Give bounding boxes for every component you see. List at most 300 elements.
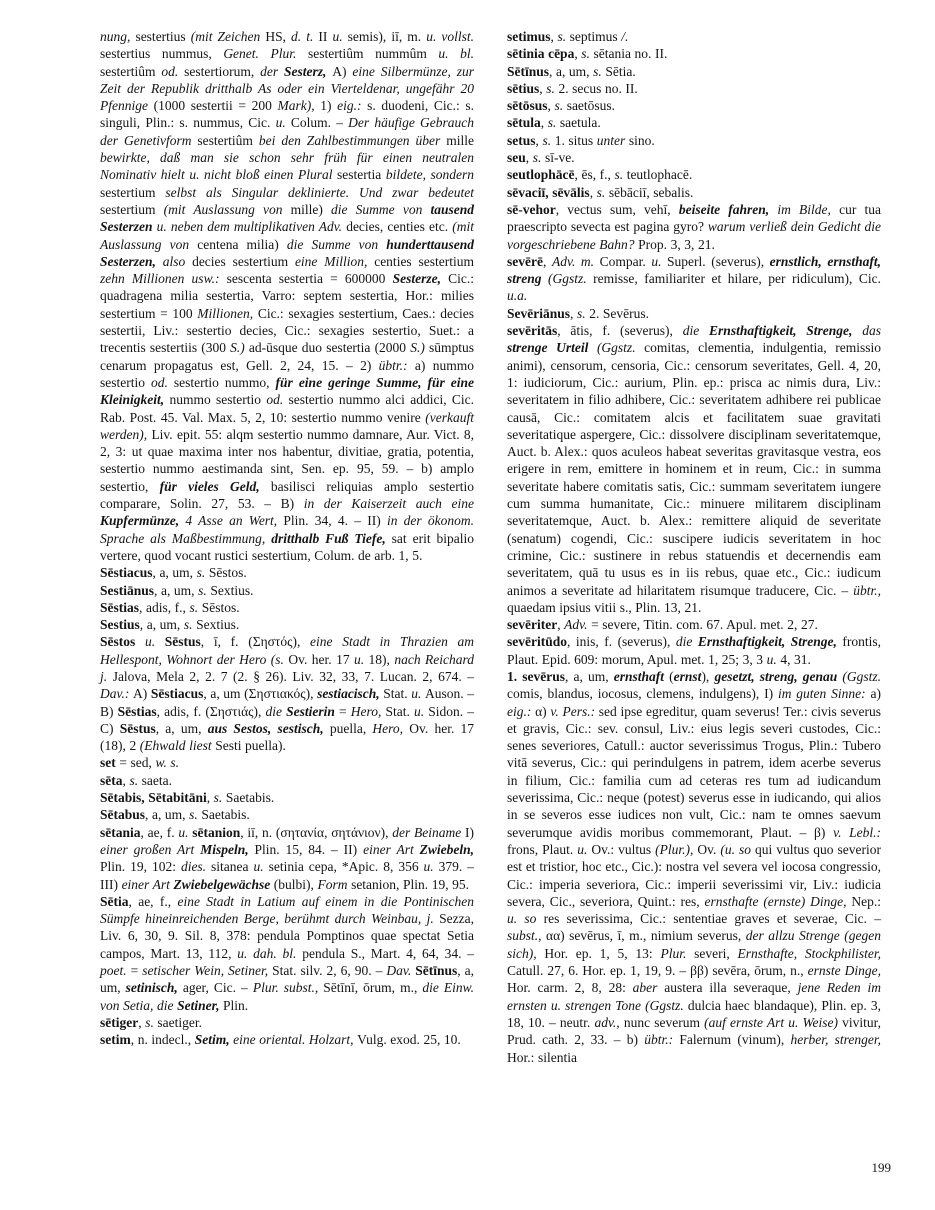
entry-headword: setimus [507, 29, 551, 44]
entry-text: Sēstos. [208, 565, 247, 581]
entry-text: eig.: [337, 98, 368, 114]
entry-text: s. [198, 582, 211, 598]
entry-text: Zwiebeln, [419, 841, 474, 857]
entry-text: der Beiname [392, 824, 465, 840]
entry-text: Mispeln, [200, 841, 255, 857]
entry-text: die Summe von [331, 201, 431, 217]
dictionary-entry [100, 824, 474, 893]
entry-text: centena milia) [197, 236, 287, 252]
entry-text: Falernum (vinum), [679, 1032, 791, 1048]
entry-text: decies, centies etc. [346, 219, 453, 235]
entry-text: 4 Asse an Wert, [185, 513, 284, 529]
entry-text: Sextius. [196, 617, 240, 633]
entry-text: ernsthafte (ernste) Dinge, [704, 893, 852, 909]
entry-text: u. [253, 859, 269, 875]
entry-text: 379. – III) [100, 859, 475, 892]
entry-text: der [260, 63, 284, 79]
entry-text: HS, [265, 29, 292, 44]
entry-text: ( [669, 668, 674, 684]
entry-text: 1. situs [554, 132, 597, 148]
entry-text: s. [581, 46, 594, 62]
entry-text: unter [596, 132, 629, 148]
entry-text: frontis, Plaut. Epid. 609: morum, Apul. met. 1, 25; 3, 3 [507, 634, 881, 667]
entry-headword: Sēstus [164, 634, 201, 650]
entry-text: , [122, 772, 130, 788]
entry-text: hunderttausend Sesterzen, [100, 236, 475, 269]
entry-text: saetiger. [157, 1014, 203, 1030]
entry-text: eine Stadt in Latium auf einem in die Pontinischen Sümpfe hineinreichenden Berge, berühmt durch Weinbau, j. [100, 893, 474, 927]
entry-text: also [162, 253, 193, 269]
entry-text: herber, strenger, [790, 1032, 881, 1048]
dictionary-entry [507, 305, 881, 322]
entry-text: , ātis, f. (severus), [557, 323, 683, 339]
dictionary-entry [100, 564, 474, 581]
entry-text: Auson. – B) [100, 686, 474, 719]
entry-text: s. [576, 305, 590, 321]
entry-text: Jalova, Mela 2, 2. 7 (2. § 26). Liv. 32, 33, 7. Lucan. 2, 674. – [112, 668, 474, 684]
entry-text: , [570, 305, 577, 321]
entry-headword: sevērē [507, 253, 543, 269]
entry-headword: Sēstiacus [150, 686, 204, 702]
entry-text: Catull. 27, 6. Hor. ep. 1, 19, 9. – ββ) sevēra, ōrum, n., [507, 963, 808, 979]
entry-headword: Sētia [100, 893, 129, 909]
entry-text: Millionen, [197, 305, 258, 321]
entry-text: ad-ūsque duo sestertia (2000 [248, 340, 411, 356]
dictionary-entry [507, 166, 881, 183]
entry-text: septimus [569, 29, 622, 44]
entry-text: Stat. silv. 2, 6, 90. – [272, 963, 387, 979]
entry-text: u. vollst. [426, 29, 474, 44]
entry-text: = [339, 703, 351, 719]
entry-text: Ernsthaftigkeit, Strenge, [697, 634, 843, 650]
entry-text: Hor. ep. 1, 5, 13: [544, 945, 661, 961]
entry-text: selbst als Singular deklinierte. Und zwar bedeutet [165, 184, 474, 200]
entry-text: I) [465, 824, 474, 840]
entry-text: = sed, [115, 755, 156, 771]
entry-text: eine Million, [294, 253, 375, 269]
entry-text: (mit Zeichen [190, 29, 266, 44]
dictionary-entry [100, 789, 474, 806]
entry-text: , [540, 115, 548, 131]
entry-text: übtr., [853, 582, 881, 598]
entry-text: αα) sevērus, ī, m., nimium severus, [546, 928, 746, 944]
entry-text: Sesti puella). [215, 738, 286, 754]
dictionary-entry [507, 63, 881, 80]
entry-text: Kupfermünze, [100, 513, 186, 529]
entry-text: u.a. [507, 288, 528, 304]
entry-text: Genet. Plur. [223, 46, 308, 62]
entry-text: gesetzt, streng, genau [714, 668, 843, 684]
entry-text: (verkauft werden), [100, 409, 474, 442]
entry-text: sestertio nummo alci addici, Cic. Rab. Post. 45. Val. Max. 5, 2, 10: sestertio nummo venire [100, 392, 475, 425]
entry-text: für eine geringe Summe, für eine Kleinigkeit, [100, 374, 474, 408]
entry-text: sūmptus cenarum propagatus est, Gell. 2, 24, 15. – 2) [100, 340, 474, 373]
entry-text: od. [161, 63, 185, 79]
entry-text: saetula. [559, 115, 601, 131]
entry-text: bei den Zahlbestimmungen über [258, 132, 447, 148]
entry-text: s. [554, 98, 567, 114]
entry-text: ), [701, 668, 715, 684]
entry-headword: Sēstias [117, 703, 157, 719]
entry-headword: sē-vehor [507, 201, 556, 217]
entry-text: der allzu Strenge (gegen sich), [507, 928, 881, 961]
entry-text: s. [547, 115, 560, 131]
entry-headword: sevēritūdo [507, 634, 567, 650]
entry-text: Saetabis. [225, 790, 275, 806]
entry-text: s. [614, 167, 627, 183]
entry-text: setanion, Plin. 19, 95. [351, 876, 470, 892]
entry-headword: Sēstiacus [100, 565, 153, 581]
entry-headword: Sētabis, Sētabitāni [100, 790, 207, 806]
entry-text: d. t. [291, 29, 319, 44]
entry-text: Sidon. – C) [100, 703, 474, 736]
entry-text: Hor. carm. 2, 8, 28: [507, 980, 633, 996]
entry-text: übtr.: [378, 357, 415, 373]
entry-headword: setim [100, 1032, 131, 1048]
entry-text: Ov.: vultus [591, 841, 656, 857]
entry-text: Sesterz, [283, 63, 333, 79]
dictionary-entry [507, 184, 881, 201]
entry-text: Plin. 34, 4. – II) [283, 513, 387, 529]
entry-text: sestertiûm nummûm [307, 46, 439, 62]
entry-headword: sētinia cēpa [507, 46, 575, 62]
entry-text: eine Stadt in Thrazien am Hellespont, Wohnort der Hero (s. [100, 634, 475, 667]
entry-text: eine Silbermünze, zur Zeit der Republik dritthalb As oder ein Vierteldenar, ungefähr 20 Pfennige [100, 63, 474, 114]
dictionary-entry [507, 80, 881, 97]
entry-text: ernsthaft [613, 668, 670, 684]
entry-text: sed ipse egreditur, quam severus! Ter.: civis severus et gravis, Cic.: sev. consul, Liv.: eius legis severi custodes, Cic.: senes severiores, Catull.: auctor severissimus Trogus, Plin.: Tubero vitā severus, Cic.: qui perindulgens in patrem, idem acerbe severus in filium, Cic.: familia cum ad ceteras res tum ad iudicandum severissima, Cic.: neque (potest) severus esse in iudicando, qui alios in se severos esse iudices non vult, Cic.: nam te omnes saevum severumque avidis moribus commemorant, Plaut. – β) [507, 703, 881, 840]
entry-text: sestertiorum, [184, 63, 261, 79]
entry-text: , ae, f. [140, 824, 179, 840]
entry-headword: set [100, 755, 116, 771]
entry-text: Prop. 3, 3, 21. [638, 236, 715, 252]
dictionary-entry [100, 772, 474, 789]
dictionary-entry [100, 893, 474, 1014]
entry-text: u. [354, 651, 369, 667]
entry-text: Dav.: [100, 686, 133, 702]
entry-text: Zwiebelgewächse [173, 876, 274, 892]
entry-text: das [862, 323, 881, 339]
entry-text: s. [145, 1014, 158, 1030]
entry-headword: sēta [100, 772, 123, 788]
entry-text: quaedam ipsius vitii s., Plin. 13, 21. [507, 599, 702, 615]
entry-text: Colum. – [290, 115, 349, 131]
entry-text: übtr.: [644, 1032, 680, 1048]
dictionary-entry [507, 45, 881, 62]
entry-text: jene Reden im ernsten u. strengen Tone (Ggstz. [507, 980, 881, 1013]
dictionary-entry [507, 322, 881, 616]
entry-text: , a, um, [565, 668, 614, 684]
entry-text: od. [266, 392, 289, 408]
entry-text: , n. indecl., [130, 1032, 195, 1048]
entry-text: nach Reichard j. [100, 651, 474, 684]
entry-text: s. [546, 80, 559, 96]
entry-text: , [589, 184, 597, 200]
entry-headword: Sestius [100, 617, 140, 633]
entry-text: Hor.: silentia [507, 1049, 577, 1065]
entry-text: u. [275, 115, 291, 131]
entry-text: , ēs, f., [574, 167, 615, 183]
entry-text: 4, 31. [780, 651, 811, 667]
entry-text: a) [870, 686, 881, 702]
entry-text: sestertia [337, 167, 386, 183]
entry-text: dies. [180, 859, 212, 875]
right-column [507, 28, 881, 1066]
entry-text: u. [651, 253, 668, 269]
entry-text: sī-ve. [544, 150, 575, 166]
dictionary-entry [507, 633, 881, 668]
entry-text: ager, Cic. – [182, 980, 253, 996]
entry-text: Cic.: sexagies sestertium, Caes.: decies sestertii, Liv.: sestertio decies, Cic.: sexagies sestertio, Suet.: a trecentis sestertiis (300 [100, 305, 474, 356]
entry-text: , [535, 132, 543, 148]
entry-text: warum verließ dein Gedicht die vorgeschriebene Bahn? [507, 219, 881, 252]
dictionary-entry [507, 97, 881, 114]
entry-text: dulcia haec blandaque), Plin. ep. 3, 18, 10. – neutr. [507, 997, 881, 1030]
entry-text: u. [423, 859, 439, 875]
entry-text: sestertiûm [197, 132, 259, 148]
entry-text: sestertius [135, 29, 191, 44]
entry-text: sestertium [100, 184, 166, 200]
entry-text: , adis, f., [139, 599, 190, 615]
dictionary-entry [507, 616, 881, 633]
entry-text: , iī, n. (σητανία, σητάνιον), [240, 824, 393, 840]
entry-text: (Ggstz. [548, 271, 594, 287]
entry-text: die [682, 323, 710, 339]
entry-text: nunc severum [623, 1014, 705, 1030]
entry-text: sestertium [100, 201, 164, 217]
entry-text: im Bilde, [777, 201, 840, 217]
entry-text: sēbāciī, sebalis. [608, 184, 694, 200]
entry-headword: Sēstus [119, 720, 156, 736]
entry-text: sētania no. II. [593, 46, 668, 62]
entry-text: s. [532, 150, 545, 166]
entry-headword: sētula [507, 115, 541, 131]
entry-text: strenge Urteil [507, 340, 597, 356]
entry-text: sestiacisch, [317, 686, 384, 702]
entry-text: Ernsthaftigkeit, Strenge, [709, 323, 863, 339]
entry-text: Stat. [385, 703, 414, 719]
entry-text: Setim, [194, 1032, 234, 1048]
entry-text: Plur. [660, 945, 695, 961]
entry-text: puella, [329, 720, 373, 736]
entry-text: setischer Wein, Setiner, [142, 963, 273, 979]
entry-text: s. [593, 63, 606, 79]
entry-text: A) [332, 63, 353, 79]
entry-text: s. [189, 807, 202, 823]
entry-text: Ov. her. 17 (18), 2 [100, 720, 475, 754]
entry-text: Adv. m. [551, 253, 600, 269]
entry-text: sino. [628, 132, 655, 148]
entry-text: aus Sestos, sestisch, [207, 720, 330, 736]
entry-text: s. [129, 772, 142, 788]
entry-text: Sētia. [605, 63, 636, 79]
entry-text: Hero, [372, 720, 410, 736]
entry-text: einer großen Art [100, 841, 201, 857]
dictionary-entry [507, 149, 881, 166]
entry-headword: sētanion [192, 824, 241, 840]
entry-text: Sētīnī, ōrum, m., [323, 980, 423, 996]
entry-text: comitas, clementia, indulgentia, remissio animi), censorum, censoria, Cic.: censorum severitates, Gell. 4, 20, 1: iudiciorum, Cic.: aurium, Plin. ep.: prisca ac nimis dura, Liv.: severitatem in filio adhibere, Cic.: severitatem adhibere rei publicae causā, Cic.: comitatem alcis et facilitatem suae gravitati severitatique aspergere, Cic.: dissolvere disciplinam severitatemque, Auct. b. Alex.: quos aculeos habeat severitas gravitasque vestra, eos erigere in rem, emittere in hominem et in reum, Cic.: in summa severitate habere comitatis satis, Cic.: summam severitatem iungere cum summa humanitate, Cic.: minuere militarem disciplinam severitatemque, Auct. b. Alex.: remittere aliquid de severitate (senatum) cogendi, Cic.: suscipere iudicis severitatem in hoc crimine, Cic.: sustinere in rebus statuendis et decernendis eam severitatem, quā tu usus es in iis rebus, quae etc., Cic.: iudicum animos a severitate ad hilaritatem risumque traducere, Cic. – [507, 340, 881, 598]
entry-text: , [550, 29, 558, 44]
entry-text: , [138, 1014, 146, 1030]
entry-text: u. bl. [438, 46, 474, 62]
entry-text: Vulg. exod. 25, 10. [357, 1032, 461, 1048]
entry-text: S.) [410, 340, 429, 356]
entry-text: pendula S., Mart. 4, 64, 34. – [302, 945, 475, 961]
entry-text: Saetabis. [201, 807, 250, 823]
entry-text: saeta. [141, 772, 173, 788]
entry-text: u. so [507, 911, 544, 927]
entry-text: Compar. [599, 253, 652, 269]
entry-text: , adis, f. (Σηστιάς), [156, 703, 266, 719]
entry-headword: sētania [100, 824, 141, 840]
entry-text: (Ggstz. [596, 340, 645, 356]
entry-text: (Plur.), [655, 841, 698, 857]
entry-text: , a, um, [152, 565, 197, 581]
entry-text: sestertiûm [100, 63, 162, 79]
entry-headword: Sētīnus [415, 963, 458, 979]
entry-text: S.) [230, 340, 249, 356]
entry-text: , [557, 617, 565, 633]
entry-text: decies sestertium [192, 253, 295, 269]
entry-text: Sestierin [286, 703, 339, 719]
entry-headword: 1. sevērus [507, 668, 565, 684]
entry-text: remisse, familiariter et hilare, per ridiculum), Cic. [593, 271, 881, 287]
entry-text: Plur. subst., [252, 980, 324, 996]
entry-text: vivitur, Prud. cath. 2, 33. – b) [507, 1014, 881, 1048]
entry-headword: setus [507, 132, 536, 148]
entry-text: setinia cepa, *Apic. 8, 356 [268, 859, 424, 875]
entry-text: die Einw. von Setia, die [100, 980, 474, 1013]
entry-text: (u. so [720, 841, 755, 857]
entry-text: comis, blandus, iocosus, clemens, indulgens), I) [507, 686, 778, 702]
entry-text: u. [178, 824, 193, 840]
dictionary-entry [507, 114, 881, 131]
text-columns [100, 28, 881, 1066]
entry-text: A) [132, 686, 151, 702]
entry-text: , [206, 790, 214, 806]
entry-text: u. [413, 703, 429, 719]
entry-text: s. [213, 790, 226, 806]
entry-headword: sevēritās [507, 323, 558, 339]
entry-text: für vieles Geld, [159, 478, 271, 494]
entry-text: eig.: [507, 703, 536, 719]
entry-text: II [318, 29, 333, 44]
entry-text: (Ehwald liest [139, 738, 216, 754]
dictionary-entry [100, 806, 474, 823]
entry-text: u. [411, 686, 426, 702]
entry-text: Plin. 19, 102: [100, 859, 181, 875]
entry-text: u. dah. bl. [237, 945, 303, 961]
entry-headword: sēvaciī, sēvālis [507, 184, 590, 200]
entry-text: , [542, 253, 552, 269]
entry-text: Liv. epit. 55: alqm sestertio nummo damnare, Aur. Vict. 8, 2, 3: ut quae maxima inter nos habentur, divitiae, gratia, potentia, sestertio nummo aestimanda sint, Sen. ep. 95, 59. – b) amplo sestertio, [100, 426, 474, 494]
entry-text: α) [535, 703, 551, 719]
entry-text: ernstlich, ernsthaft, streng [507, 253, 882, 287]
entry-text: , a, um, [155, 720, 208, 736]
dictionary-entry [100, 633, 474, 754]
dictionary-entry [507, 201, 881, 253]
entry-text: s. [557, 29, 570, 44]
entry-text: teutlophacē. [626, 167, 693, 183]
entry-text: 1) [320, 98, 338, 114]
entry-headword: Sevēriānus [507, 305, 571, 321]
entry-text: sitanea [211, 859, 254, 875]
entry-text: (auf ernste Art u. Weise) [704, 1014, 843, 1030]
entry-text: 2. Sevērus. [589, 305, 650, 321]
entry-text: cur tua praescripto sevecta est pagina gyro? [507, 201, 882, 235]
entry-text: in der Kaiserzeit auch eine [303, 496, 474, 512]
dictionary-entry [100, 599, 474, 616]
entry-headword: Sētabus [100, 807, 146, 823]
entry-text: eine oriental. Holzart, [233, 1032, 358, 1048]
entry-text: beiseite fahren, [678, 201, 778, 217]
entry-headword: sētius [507, 80, 540, 96]
dictionary-entry [507, 28, 881, 45]
entry-text: , [525, 150, 533, 166]
entry-headword: seutlophācē [507, 167, 575, 183]
dictionary-entry [507, 668, 881, 1066]
entry-text: Mark), [277, 98, 321, 114]
entry-headword: Sēstias [100, 599, 140, 615]
entry-text: Hero, [350, 703, 386, 719]
entry-text: u. [144, 634, 165, 650]
entry-text: , a, um, [145, 807, 190, 823]
entry-text: severi, [694, 945, 738, 961]
entry-text: einer Art [121, 876, 174, 892]
entry-text: u. [766, 651, 781, 667]
entry-text: s. duodeni, Cic.: s. singuli, Plin.: s. nummus, Cic. [100, 98, 474, 131]
entry-text: Nep.: [851, 893, 882, 909]
entry-text: (mit Auslassung von [163, 201, 291, 217]
entry-text: res severissima, Cic.: sententiae graves et severae, Cic. – [543, 911, 881, 927]
entry-text: mille [446, 132, 474, 148]
entry-text: einer Art [363, 841, 420, 857]
entry-text: w. s. [155, 755, 180, 771]
entry-text: (Ggstz. [842, 668, 881, 684]
dictionary-entry [100, 582, 474, 599]
entry-text: v. Pers.: [550, 703, 599, 719]
entry-text: /. [621, 29, 629, 44]
dictionary-entry [507, 132, 881, 149]
entry-text: bewirkte, daß man sie schon sehr früh für einen neutralen Nominativ hielt u. nicht bloß einen Plural [100, 150, 474, 183]
entry-text: tausend Sesterzen [100, 201, 474, 235]
entry-text: sescenta sestertia = 600000 [226, 271, 393, 287]
entry-text: , a, um, [100, 963, 474, 996]
entry-text: adv., [594, 1014, 624, 1030]
entry-text: ernste Dinge, [807, 963, 881, 979]
entry-text: , [539, 80, 547, 96]
entry-text: Ov. her. 17 [288, 651, 354, 667]
entry-text: u. neben dem multiplikativen Adv. [156, 219, 347, 235]
dictionary-entry [100, 616, 474, 633]
entry-text: , a, um, [139, 617, 184, 633]
entry-text: Plin. 15, 84. – II) [254, 841, 364, 857]
entry-text: Cic.: quadragena milia sestertia, Varro: septem sestertia, Hor.: milies sestertium = 100 [100, 271, 475, 321]
entry-text: , ae, f., [128, 893, 178, 909]
entry-text: semis), iī, m. [347, 29, 427, 44]
entry-text: austera illa severaque, [664, 980, 798, 996]
entry-text: subst., [507, 928, 547, 944]
entry-text: 18), [368, 651, 395, 667]
entry-text: aber [632, 980, 665, 996]
dictionary-entry [100, 754, 474, 771]
entry-text: sat erit bipalio vertere, quod vocant rustici sestertium, Colum. de arb. 1, 5. [100, 530, 474, 563]
entry-text: Sextius. [210, 582, 254, 598]
entry-headword: Sestiānus [100, 582, 155, 598]
entry-headword: sētiger [100, 1014, 139, 1030]
entry-text: Ov. [697, 841, 721, 857]
